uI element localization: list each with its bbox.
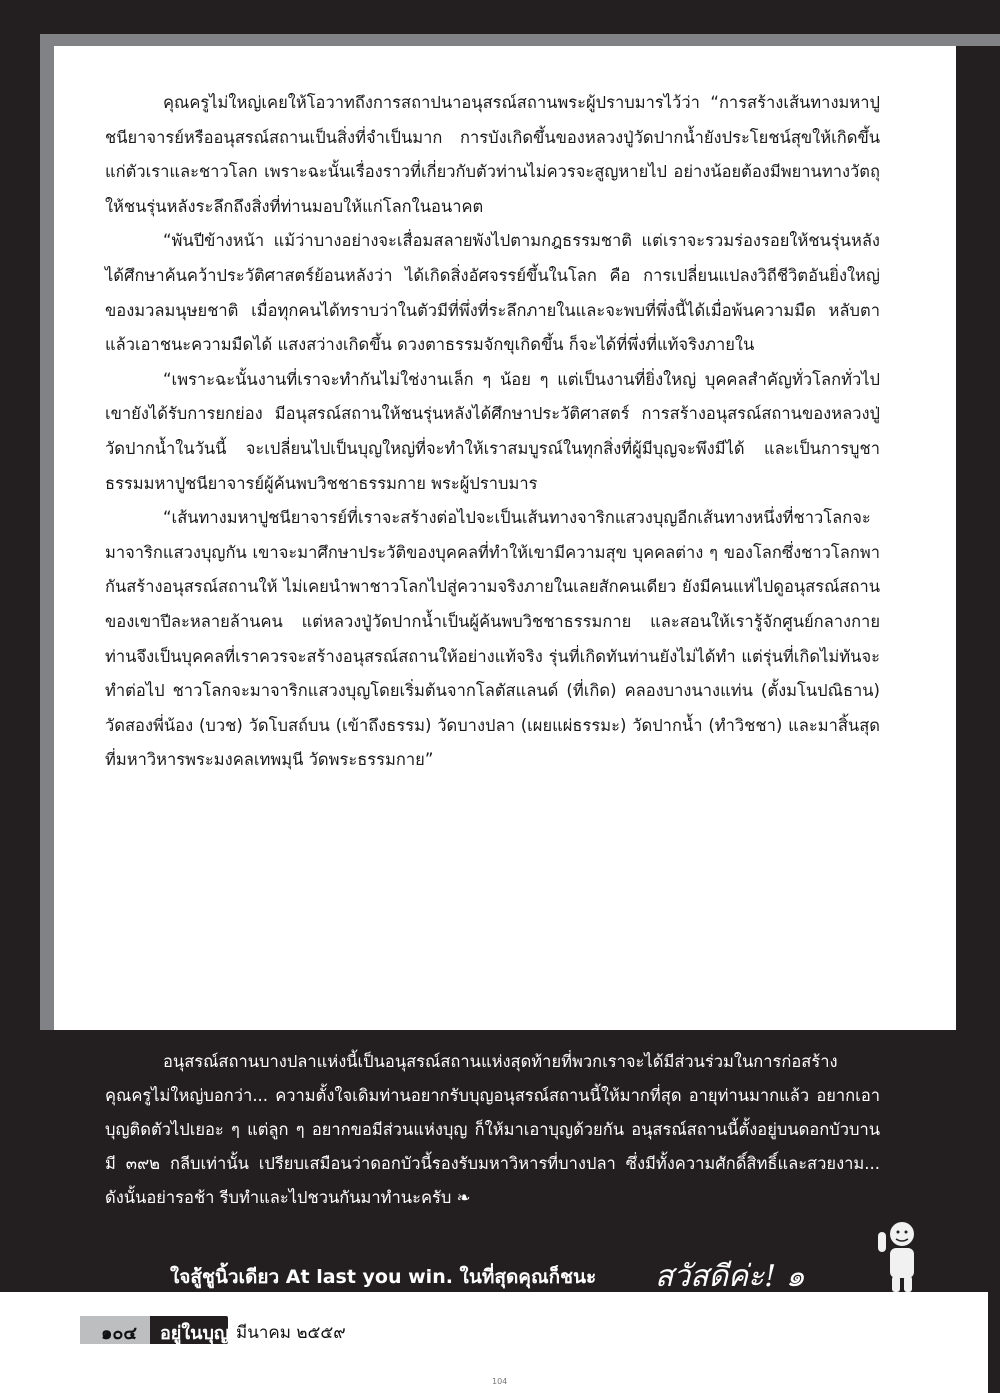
article-body (105, 86, 880, 778)
handwritten-signature: สวัสดีค่ะ! ๑ (655, 1259, 805, 1294)
left-gray-band (40, 34, 54, 1030)
paragraph-3: “เพราะฉะนั้นงานที่เราจะทำกันไม่ใช่งานเล็ก ๆ น้อย ๆ แต่เป็นงานที่ยิ่งใหญ่ บุคคลสำคัญทั่วโลกทั่วไปเขายังได้รับการยกย่อง มีอนุสรณ์สถานให้ชนรุ่นหลังได้ศึกษาประวัติศาสตร์ การสร้างอนุสรณ์สถานของหลวงปู่วัดปากน้ำในวันนี้ จะเปลี่ยนไปเป็นบุญใหญ่ที่จะทำให้เราสมบูรณ์ในทุกสิ่งที่ผู้มีบุญจะพึงมีได้ และเป็นการบูชาธรรมมหาปูชนียาจารย์ผู้ค้นพบวิชชาธรรมกาย พระผู้ปราบมาร (105, 369, 880, 493)
closing-paragraph (105, 1045, 880, 1215)
issue-date: มีนาคม ๒๕๕๙ (236, 1323, 346, 1343)
right-edge-strip (988, 0, 1000, 1393)
paragraph-1: คุณครูไม่ใหญ่เคยให้โอวาทถึงการสถาปนาอนุสรณ์สถานพระผู้ปราบมารไว้ว่า “การสร้างเส้นทางมหาปูชนียาจารย์หรืออนุสรณ์สถานเป็นสิ่งที่จำเป็นมาก การบังเกิดขึ้นของหลวงปู่วัดปากน้ำยังประโยชน์สุขให้เกิดขึ้นแก่ตัวเราและชาวโลก เพราะฉะนั้นเรื่องราวที่เกี่ยวกับตัวท่านไม่ควรจะสูญหายไป อย่างน้อยต้องมีพยานทางวัตถุให้ชนรุ่นหลังระลึกถึงสิ่งที่ท่านมอบให้แก่โลกในอนาคต (105, 93, 880, 216)
paragraph-2: “พันปีข้างหน้า แม้ว่าบางอย่างจะเสื่อมสลายพังไปตามกฎธรรมชาติ แต่เราจะรวมร่องรอยให้ชนรุ่นหลังได้ศึกษาค้นคว้าประวัติศาสตร์ย้อนหลังว่า ได้เกิดสิ่งอัศจรรย์ขึ้นในโลก คือ การเปลี่ยนแปลงวิถีชีวิตอันยิ่งใหญ่ของมวลมนุษยชาติ เมื่อทุกคนได้ทราบว่าในตัวมีที่พึ่งที่ระลึกภายในและจะพบที่พึ่งนี้ได้เมื่อพ้นความมืด หลับตาแล้วเอาชนะความมืดได้ แสงสว่างเกิดขึ้น ดวงตาธรรมจักขุเกิดขึ้น ก็จะได้ที่พึ่งที่แท้จริงภายใน (105, 231, 880, 355)
leaf-icon: ❧ (456, 1188, 471, 1207)
slogan: ใจสู้ชูนิ้วเดียว At last you win. ในที่สุดคุณก็ชนะ (170, 1266, 597, 1288)
closing-note (105, 1045, 880, 1215)
paragraph-4: “เส้นทางมหาปูชนียาจารย์ที่เราจะสร้างต่อไปจะเป็นเส้นทางจาริกแสวงบุญอีกเส้นทางหนึ่งที่ชาวโลกจะมาจาริกแสวงบุญกัน เขาจะมาศึกษาประวัติของบุคคลที่ทำให้เขามีความสุข บุคคลต่าง ๆ ของโลกซึ่งชาวโลกพากันสร้างอนุสรณ์สถานให้ ไม่เคยนำพาชาวโลกไปสู่ความจริงภายในเลยสักคนเดียว ยังมีคนแห่ไปดูอนุสรณ์สถานของเขาปีละหลายล้านคน แต่หลวงปู่วัดปากน้ำเป็นผู้ค้นพบวิชชาธรรมกาย และสอนให้เรารู้จักศูนย์กลางกาย ท่านจึงเป็นบุคคลที่เราควรจะสร้างอนุสรณ์สถานให้อย่างแท้จริง รุ่นที่เกิดทันท่านยังไม่ได้ทำ แต่รุ่นที่เกิดไม่ทันจะทำต่อไป ชาวโลกจะมาจาริกแสวงบุญโดยเริ่มต้นจากโลตัสแลนด์ (ที่เกิด) คลองบางนางแท่น (ตั้งมโนปณิธาน) วัดสองพี่น้อง (บวช) วัดโบสถ์บน (เข้าถึงธรรม) วัดบางปลา (เผยแผ่ธรรมะ) วัดปากน้ำ (ทำวิชชา) และมาสิ้นสุดที่มหาวิหารพระมงคลเทพมุนี วัดพระธรรมกาย” (105, 508, 880, 770)
thumbs-up-mascot-icon (872, 1218, 932, 1294)
page-number: ๑๐๔ (100, 1323, 138, 1344)
magazine-name: อยู่ในบุญ (160, 1323, 230, 1344)
top-gray-band (40, 34, 1000, 46)
print-mark: 104 (492, 1377, 508, 1386)
closing-text: อนุสรณ์สถานบางปลาแห่งนี้เป็นอนุสรณ์สถานแห่งสุดท้ายที่พวกเราจะได้มีส่วนร่วมในการก่อสร้าง คุณครูไม่ใหญ่บอกว่า... ความตั้งใจเดิมท่านอยากรับบุญอนุสรณ์สถานนี้ให้มากที่สุด อายุท่านมากแล้ว อยากเอาบุญติดตัวไปเยอะ ๆ แต่ลูก ๆ อยากขอมีส่วนแห่งบุญ ก็ให้มาเอาบุญด้วยกัน อนุสรณ์สถานนี้ตั้งอยู่บนดอกบัวบาน มี ๓๙๒ กลีบเท่านั้น เปรียบเสมือนว่าดอกบัวนี้รองรับมหาวิหารที่บางปลา ซึ่งมีทั้งความศักดิ์สิทธิ์และสวยงาม... ดังนั้นอย่ารอช้า รีบทำและไปชวนกันมาทำนะครับ (105, 1052, 880, 1207)
